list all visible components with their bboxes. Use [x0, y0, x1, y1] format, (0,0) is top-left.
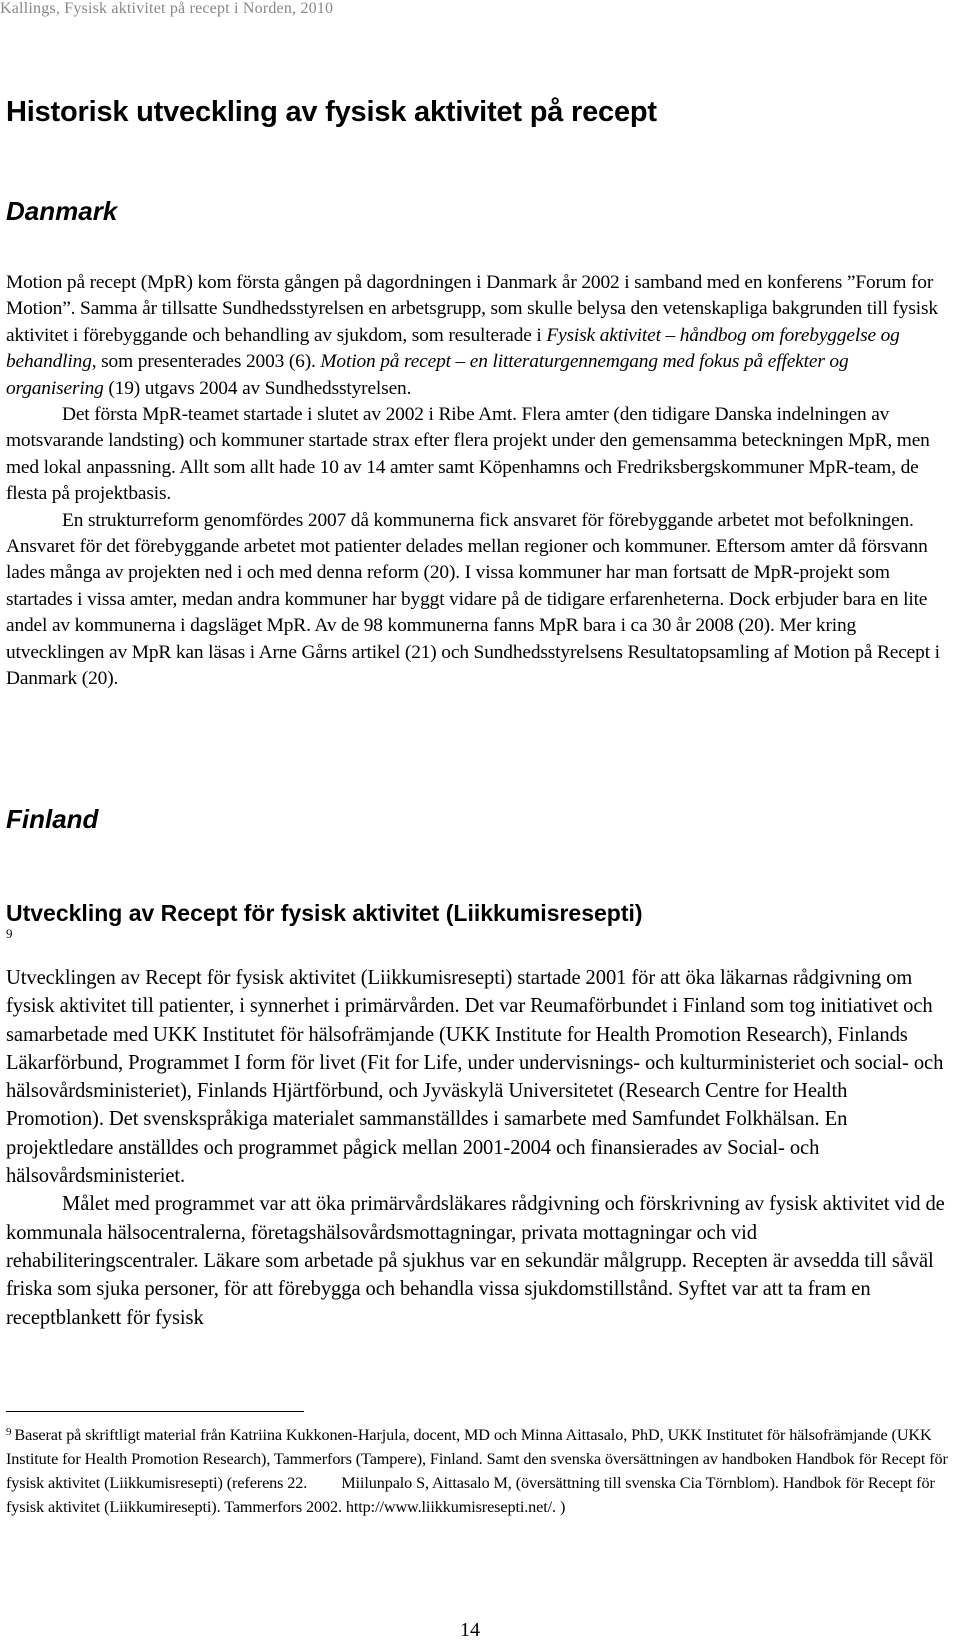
page-number: 14	[460, 1619, 480, 1641]
footnote-reference: 9	[6, 926, 13, 941]
denmark-paragraph-2: Det första MpR-teamet startade i slutet av 2002 i Ribe Amt. Flera amter (den tidigare Danska indelningen av motsvarande landsting) och kommuner startade strax efter flera projekt under den gemensamma beteckningen MpR, men med lokal anpassning. Allt som allt hade 10 av 14 amter samt Köpenhamns och Fredriksbergskommuner MpR-team, de flesta på projektbasis.	[6, 404, 930, 505]
running-header: Kallings, Fysisk aktivitet på recept i Norden, 2010	[0, 0, 334, 17]
denmark-p1-text-2: , som presenterades 2003 (6).	[91, 351, 321, 373]
footnote-number: 9	[6, 1426, 12, 1438]
denmark-p1-italic-1: Fysisk aktivitet – håndbog om forebyggelse og behandling	[6, 324, 900, 373]
section-heading-finland: Finland	[6, 804, 99, 834]
denmark-p1-text-3: (19) utgavs 2004 av Sundhedsstyrelsen.	[103, 377, 412, 399]
page-title: Historisk utveckling av fysisk aktivitet på recept	[6, 96, 657, 128]
finland-body	[6, 964, 950, 1332]
footnote-text-b: Miilunpalo S, Aittasalo M, (översättning till svenska Cia Törnblom). Handbok för Recept för fysisk aktivitet (Liikkumiresepti). Tammerfors 2002. http://www.liikkumisresepti.net/. )	[6, 1474, 935, 1516]
denmark-paragraph-3: En strukturreform genomfördes 2007 då kommunerna fick ansvaret för förebyggande arbetet mot befolkningen. Ansvaret för det förebyggande arbetet mot patienter delades mellan regioner och kommuner. Eftersom amter då försvann lades många av projekten ned i och med denna reform (20). I vissa kommuner har man fortsatt de MpR-projekt som startades i vissa amter, medan andra kommuner har byggt vidare på de tidigare erfarenheterna. Dock erbjuder bara en lite andel av kommunerna i dagsläget MpR. Av de 98 kommunerna fanns MpR bara i ca 30 år 2008 (20). Mer kring utvecklingen av MpR kan läsas i Arne Gårns artikel (21) och Sundhedsstyrelsens Resultatopsamling af Motion på Recept i Danmark (20).	[6, 509, 940, 690]
finland-paragraph-2: Målet med programmet var att öka primärvårdsläkares rådgivning och förskrivning av fysisk aktivitet vid de kommunala hälsocentralerna, företagshälsovårdsmottagningar, privata mottagningar och vid rehabiliteringscentraler. Läkare som arbetade på sjukhus var en sekundär målgrupp. Recepten är avsedda till såväl friska som sjuka personer, för att förebygga och behandla vissa sjukdomstillstånd. Syftet var att ta fram en receptblankett för fysisk	[6, 1193, 945, 1329]
footnote-divider	[6, 1411, 304, 1412]
footnote	[6, 1420, 950, 1519]
footnote-text-a: Baserat på skriftligt material från Katriina Kukkonen-Harjula, docent, MD och Minna Aittasalo, PhD, UKK Institutet för hälsofrämjande (UKK Institute for Health Promotion Research), Tammerfors (Tampere), Finland. Samt den svenska översättningen av handboken Handbok för Recept för fysisk aktivitet (Liikkumisresepti) (referens 22.	[6, 1426, 948, 1492]
denmark-body	[6, 270, 950, 693]
finland-paragraph-1: Utvecklingen av Recept för fysisk aktivitet (Liikkumisresepti) startade 2001 för att öka läkarnas rådgivning om fysisk aktivitet till patienter, i synnerhet i primärvården. Det var Reumaförbundet i Finland som tog initiativet och samarbetade med UKK Institutet för hälsofrämjande (UKK Institute for Health Promotion Research), Finlands Läkarförbund, Programmet I form för livet (Fit for Life, under undervisnings- och kulturministeriet och social- och hälsovårdsministeriet), Finlands Hjärtförbund, och Jyväskylä Universitetet (Research Centre for Health Promotion). Det svenskspråkiga materialet sammanställdes i samarbete med Samfundet Folkhälsan. En projektledare anställdes och programmet pågick mellan 2001-2004 och finansierades av Social- och hälsovårdsministeriet.	[6, 967, 944, 1188]
denmark-paragraph-1	[6, 270, 950, 402]
denmark-p1-text-1: Motion på recept (MpR) kom första gången på dagordningen i Danmark år 2002 i samband med en konferens ”Forum for Motion”. Samma år tillsatte Sundhedsstyrelsen en arbetsgrupp, som skulle belysa den vetenskapliga bakgrunden till fysisk aktivitet i förebyggande och behandling av sjukdom, som resulterade i	[6, 272, 938, 346]
finland-subheading: Utveckling av Recept för fysisk aktivitet (Liikkumisresepti)	[6, 900, 643, 926]
denmark-p1-italic-2: Motion på recept – en litteraturgennemgang med fokus på effekter og organisering	[6, 351, 849, 399]
section-heading-denmark: Danmark	[6, 196, 118, 226]
